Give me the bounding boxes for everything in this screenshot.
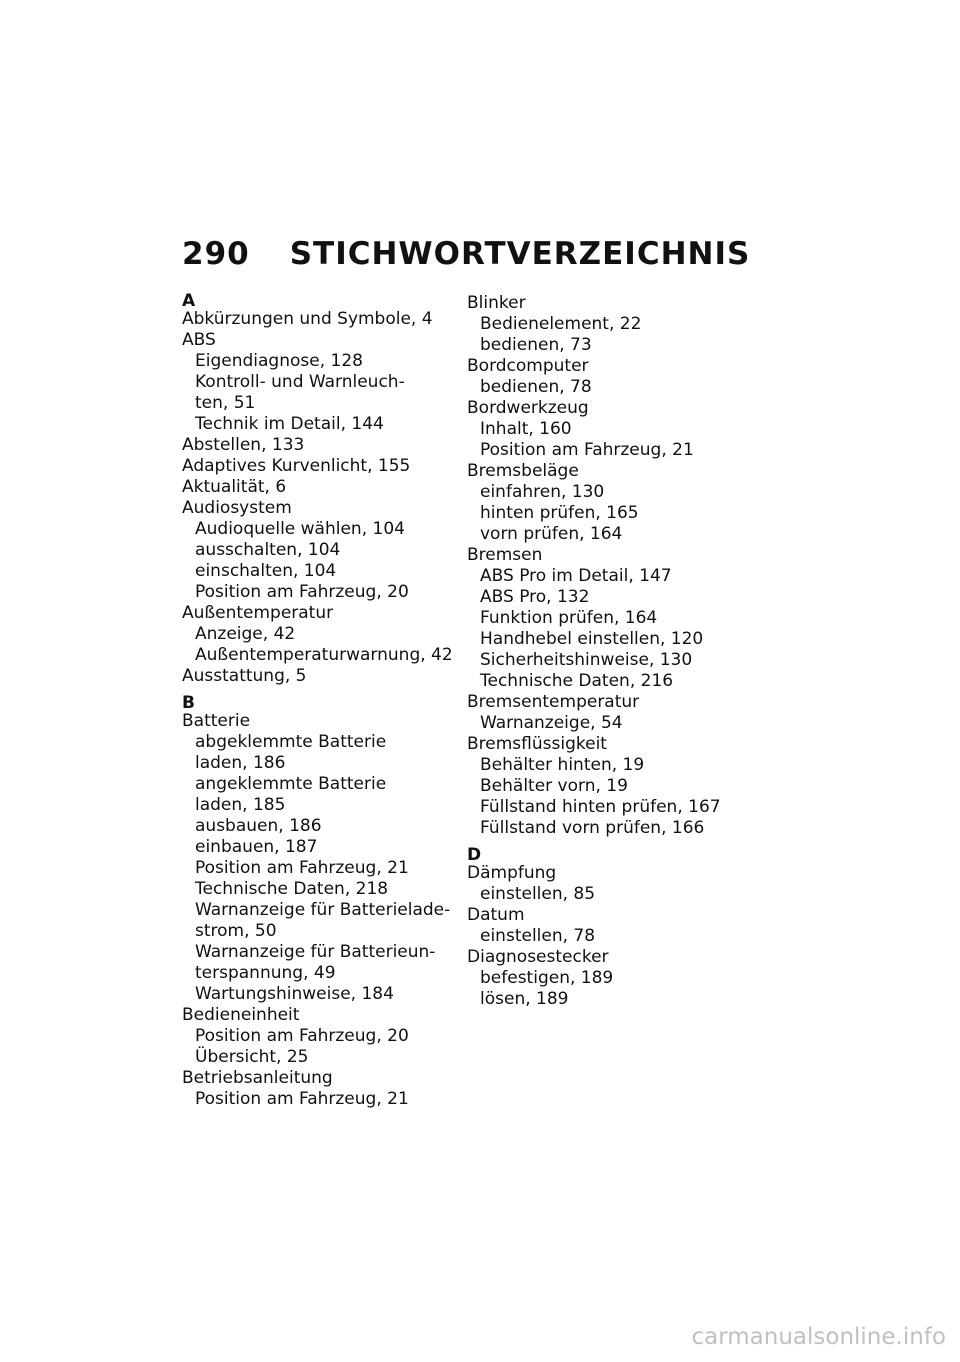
section-letter: D [467, 845, 482, 865]
index-subentry: Position am Fahrzeug, 21 [195, 858, 409, 878]
index-section [467, 847, 747, 1010]
index-term: Außentemperatur [182, 603, 334, 623]
index-entry [467, 293, 747, 356]
index-subentry: lösen, 189 [480, 989, 569, 1009]
index-subentry: einfahren, 130 [480, 482, 605, 502]
index-subentry: Position am Fahrzeug, 21 [480, 440, 694, 460]
index-subentry: Eigendiagnose, 128 [195, 351, 363, 371]
index-subentry: abgeklemmte Batterie [195, 732, 387, 752]
index-subentry: Anzeige, 42 [195, 624, 296, 644]
index-subentry: terspannung, 49 [195, 963, 336, 983]
index-entry [467, 356, 747, 398]
index-subentry: Warnanzeige für Batterieun- [195, 942, 436, 962]
watermark: carmanualsonline.info [691, 1324, 946, 1350]
index-subentry: Audioquelle wählen, 104 [195, 519, 405, 539]
index-term: Bedieneinheit [182, 1005, 300, 1025]
index-subentry: laden, 186 [195, 753, 286, 773]
index-entry [182, 711, 462, 1005]
index-entry [182, 435, 462, 456]
index-term: Audiosystem [182, 498, 292, 518]
index-subentry: ausschalten, 104 [195, 540, 341, 560]
index-subentry: einschalten, 104 [195, 561, 337, 581]
index-section [182, 293, 462, 687]
index-entry [467, 692, 747, 734]
index-subentry: befestigen, 189 [480, 968, 614, 988]
index-term: Bremsen [467, 545, 543, 565]
index-entry [467, 947, 747, 1010]
index-entry [467, 545, 747, 692]
index-subentry: Bedienelement, 22 [480, 314, 642, 334]
index-subentry: Wartungshinweise, 184 [195, 984, 394, 1004]
index-subentry: Sicherheitshinweise, 130 [480, 650, 693, 670]
index-subentry: laden, 185 [195, 795, 286, 815]
index-entry [182, 603, 462, 666]
index-entry [182, 1068, 462, 1110]
index-term: Abstellen, 133 [182, 435, 305, 455]
index-subentry: vorn prüfen, 164 [480, 524, 623, 544]
index-subentry: Technik im Detail, 144 [195, 414, 384, 434]
index-subentry: ausbauen, 186 [195, 816, 322, 836]
index-column-left [182, 293, 462, 1110]
index-subentry: bedienen, 73 [480, 335, 592, 355]
index-subentry: ABS Pro im Detail, 147 [480, 566, 672, 586]
index-subentry: strom, 50 [195, 921, 277, 941]
index-entry [182, 666, 462, 687]
index-entry [467, 398, 747, 461]
index-subentry: Behälter vorn, 19 [480, 776, 628, 796]
section-letter: B [182, 693, 195, 713]
index-term: Datum [467, 905, 525, 925]
index-subentry: Warnanzeige für Batterielade- [195, 900, 451, 920]
index-entry [467, 863, 747, 905]
index-section [182, 695, 462, 1110]
index-subentry: Außentemperaturwarnung, 42 [195, 645, 453, 665]
index-term: Bordwerkzeug [467, 398, 589, 418]
section-letter: A [182, 291, 196, 311]
index-entry [182, 1005, 462, 1068]
page-title: STICHWORTVERZEICHNIS [289, 236, 751, 272]
index-entry [182, 330, 462, 435]
index-term: Dämpfung [467, 863, 557, 883]
index-term: Batterie [182, 711, 251, 731]
index-entry [467, 734, 747, 839]
index-term: Betriebsanleitung [182, 1068, 333, 1088]
index-subentry: Übersicht, 25 [195, 1047, 309, 1067]
index-subentry: hinten prüfen, 165 [480, 503, 639, 523]
index-subentry: Inhalt, 160 [480, 419, 572, 439]
index-subentry: Kontroll- und Warnleuch- [195, 372, 405, 392]
index-term: Blinker [467, 293, 526, 313]
index-entry [467, 461, 747, 545]
index-subentry: einstellen, 85 [480, 884, 596, 904]
index-term: Bremsentemperatur [467, 692, 640, 712]
index-term: Bordcomputer [467, 356, 589, 376]
page-number: 290 [182, 236, 250, 272]
index-entry [467, 905, 747, 947]
index-subentry: Füllstand vorn prüfen, 166 [480, 818, 705, 838]
index-column-right [467, 293, 747, 1010]
index-term: Ausstattung, 5 [182, 666, 307, 686]
index-subentry: Technische Daten, 216 [480, 671, 674, 691]
index-term: ABS [182, 330, 216, 350]
index-subentry: Behälter hinten, 19 [480, 755, 645, 775]
index-entry [182, 456, 462, 477]
index-subentry: einstellen, 78 [480, 926, 596, 946]
index-subentry: Handhebel einstellen, 120 [480, 629, 704, 649]
index-subentry: Technische Daten, 218 [195, 879, 389, 899]
index-section [467, 293, 747, 839]
index-subentry: ten, 51 [195, 393, 256, 413]
index-term: Diagnosestecker [467, 947, 609, 967]
index-term: Abkürzungen und Symbole, 4 [182, 309, 433, 329]
index-subentry: Füllstand hinten prüfen, 167 [480, 797, 721, 817]
index-subentry: Position am Fahrzeug, 20 [195, 1026, 409, 1046]
index-entry [182, 309, 462, 330]
index-subentry: bedienen, 78 [480, 377, 592, 397]
index-term: Aktualität, 6 [182, 477, 287, 497]
index-subentry: angeklemmte Batterie [195, 774, 387, 794]
index-subentry: Funktion prüfen, 164 [480, 608, 658, 628]
index-entry [182, 477, 462, 498]
index-subentry: einbauen, 187 [195, 837, 318, 857]
page-header [182, 236, 750, 272]
index-subentry: Warnanzeige, 54 [480, 713, 623, 733]
index-subentry: Position am Fahrzeug, 21 [195, 1089, 409, 1109]
index-term: Bremsbeläge [467, 461, 579, 481]
index-term: Adaptives Kurvenlicht, 155 [182, 456, 411, 476]
index-subentry: ABS Pro, 132 [480, 587, 590, 607]
index-entry [182, 498, 462, 603]
index-term: Bremsflüssigkeit [467, 734, 607, 754]
index-subentry: Position am Fahrzeug, 20 [195, 582, 409, 602]
